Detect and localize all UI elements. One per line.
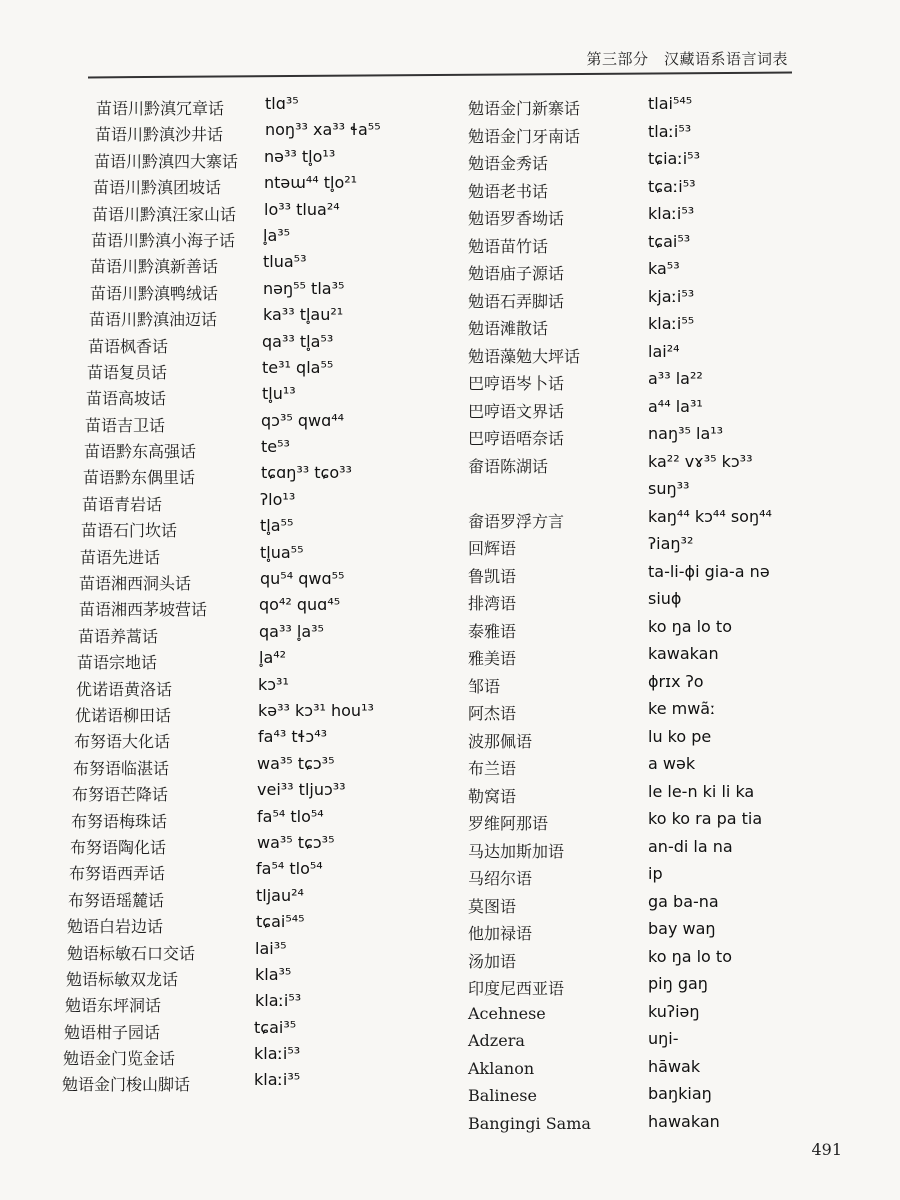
- header-rule: [88, 72, 792, 79]
- word-entry: [468, 780, 868, 808]
- word-entry: [468, 367, 868, 395]
- language-name: 鲁凯语: [468, 566, 517, 586]
- word-entry: [468, 477, 868, 505]
- word-entry: [468, 312, 868, 340]
- word-form: klaːi⁵⁵: [648, 314, 695, 333]
- word-form: tɕaːi⁵³: [648, 176, 696, 196]
- word-form: tlai⁵⁴⁵: [648, 94, 693, 113]
- word-form: tl̥ua⁵⁵: [260, 542, 304, 562]
- language-name: 苗语黔东偶里话: [83, 468, 196, 488]
- word-form: suŋ³³: [648, 479, 690, 498]
- language-name: Adzera: [468, 1031, 525, 1050]
- word-entry: [60, 382, 460, 408]
- language-name: 布努语瑶麓话: [68, 890, 165, 910]
- word-entry: [60, 409, 460, 435]
- language-name: 苗语湘西洞头话: [79, 574, 192, 594]
- word-form: a wək: [648, 754, 696, 773]
- word-form: kawakan: [648, 644, 719, 663]
- word-entry: [468, 202, 868, 230]
- word-form: bay waŋ: [648, 919, 716, 938]
- language-name: 勉语庙子源话: [468, 264, 565, 283]
- word-form: kuʔiəŋ: [648, 1001, 700, 1021]
- word-form: tɕai⁵⁴⁵: [256, 912, 305, 932]
- word-entry: [60, 1016, 460, 1042]
- language-name: 勉语苗竹话: [468, 236, 549, 256]
- word-entry: [468, 230, 868, 258]
- word-form: kə³³ kɔ³¹ hou¹³: [258, 700, 374, 720]
- language-name: 苗语石门坎话: [81, 521, 178, 541]
- word-form: te⁵³: [261, 437, 290, 457]
- word-entry: [60, 461, 460, 487]
- language-name: 汤加语: [468, 951, 517, 971]
- word-entry: [60, 620, 460, 646]
- language-name: 巴哼语文界话: [468, 401, 565, 421]
- word-entry: [468, 1110, 868, 1138]
- word-entry: [468, 1055, 868, 1083]
- word-form: qɔ³⁵ qwɑ⁴⁴: [261, 410, 345, 430]
- word-form: qa³³ l̥a³⁵: [259, 621, 324, 641]
- word-entry: [468, 257, 868, 285]
- word-form: kaŋ⁴⁴ kɔ⁴⁴ soŋ⁴⁴: [648, 506, 772, 526]
- language-name: 勉语金秀话: [468, 154, 549, 173]
- language-name: 布努语陶化话: [70, 837, 167, 857]
- word-form: kɔ³¹: [258, 674, 289, 694]
- language-name: 布努语西弄话: [69, 864, 166, 884]
- word-form: ntəɯ⁴⁴ tl̥o²¹: [264, 173, 358, 193]
- word-entry: [468, 972, 868, 1000]
- word-entry: [60, 884, 460, 910]
- language-name: 邹语: [468, 676, 501, 696]
- language-name: 苗语川黔滇小海子话: [91, 230, 236, 250]
- word-entry: [468, 1082, 868, 1110]
- word-form: ɸrɪx ʔo: [648, 671, 704, 691]
- word-entry: [468, 120, 868, 148]
- language-name: 雅美语: [468, 649, 517, 668]
- word-entry: [468, 450, 868, 478]
- word-entry: [468, 945, 868, 973]
- word-entry: [60, 250, 460, 276]
- language-name: 波那佩语: [468, 731, 533, 751]
- language-name: 畲语陈湖话: [468, 456, 549, 476]
- word-form: fa⁴³ tɬɔ⁴³: [258, 727, 328, 747]
- word-entry: [60, 330, 460, 356]
- language-name: 勉语标敏双龙话: [66, 969, 179, 989]
- word-form: tl̥a⁵⁵: [260, 516, 294, 536]
- word-form: tlɑ³⁵: [265, 94, 299, 113]
- language-name: 苗语枫香话: [88, 336, 169, 356]
- language-name: 苗语高坡话: [86, 389, 167, 409]
- word-entry: [60, 593, 460, 619]
- word-form: ka⁵³: [648, 259, 680, 278]
- word-form: vei³³ tljuɔ³³: [257, 780, 346, 800]
- language-name: 苗语川黔滇油迈话: [89, 310, 218, 330]
- word-entry: [60, 567, 460, 593]
- word-form: fa⁵⁴ tlo⁵⁴: [256, 859, 323, 879]
- language-name: 罗维阿那语: [468, 814, 549, 833]
- word-form: ko ko ra pa tia: [648, 809, 763, 828]
- word-entry: [468, 147, 868, 175]
- language-name: 回辉语: [468, 539, 517, 558]
- word-entry: [468, 917, 868, 945]
- word-form: qu⁵⁴ qwɑ⁵⁵: [260, 569, 345, 589]
- word-entry: [60, 224, 460, 250]
- word-form: tɕai³⁵: [254, 1017, 297, 1037]
- language-name: Balinese: [468, 1086, 537, 1105]
- language-name: 勉语东坪洞话: [65, 996, 162, 1016]
- word-form: lo³³ tlua²⁴: [264, 199, 340, 219]
- word-form: siuɸ: [648, 589, 682, 608]
- language-name: 莫图语: [468, 896, 517, 916]
- word-entry: [468, 505, 868, 533]
- language-name: 勉语罗香坳话: [468, 209, 565, 228]
- word-entry: [60, 725, 460, 751]
- language-name: 布努语芒降话: [72, 785, 169, 805]
- language-name: 布努语梅珠话: [71, 811, 168, 831]
- word-form: nəŋ⁵⁵ tla³⁵: [263, 278, 345, 298]
- language-name: 苗语黔东高强话: [84, 442, 197, 462]
- language-name: 印度尼西亚语: [468, 979, 565, 998]
- language-name: 苗语川黔滇新善话: [90, 257, 219, 277]
- word-entry: [60, 989, 460, 1015]
- word-form: ka³³ tl̥au²¹: [263, 305, 344, 325]
- word-entry: [468, 560, 868, 588]
- word-entry: [468, 615, 868, 643]
- word-entry: [468, 642, 868, 670]
- word-entry: [468, 175, 868, 203]
- language-name: 苗语川黔滇汪家山话: [92, 204, 237, 224]
- word-form: piŋ gaŋ: [648, 974, 708, 993]
- word-form: klaːi⁵³: [254, 1044, 301, 1064]
- word-entry: [60, 356, 460, 382]
- word-form: ga ba-na: [648, 891, 719, 911]
- language-name: 勉语藻勉大坪话: [468, 346, 581, 366]
- word-form: te³¹ qla⁵⁵: [262, 357, 334, 377]
- word-form: hawakan: [648, 1111, 720, 1131]
- language-name: 勉语金门览金话: [63, 1049, 176, 1069]
- word-entry: [468, 890, 868, 918]
- word-form: kla³⁵: [255, 964, 292, 984]
- word-entry: [60, 937, 460, 963]
- word-entry: [468, 697, 868, 725]
- language-name: 勉语柑子园话: [64, 1022, 161, 1042]
- word-form: lu ko pe: [648, 726, 712, 746]
- page-number: 491: [811, 1140, 842, 1159]
- word-form: ko ŋa lo to: [648, 946, 732, 966]
- language-name: 马绍尔语: [468, 869, 533, 888]
- language-name: 阿杰语: [468, 704, 517, 723]
- word-entry: [468, 835, 868, 863]
- word-form: l̥a³⁵: [263, 225, 291, 245]
- word-entry: [60, 277, 460, 303]
- word-form: tɕiaːi⁵³: [648, 149, 700, 168]
- word-entry: [468, 752, 868, 780]
- word-entry: [60, 303, 460, 329]
- language-name: 勉语石弄脚话: [468, 291, 565, 311]
- language-name: 苗语川黔滇团坡话: [93, 178, 222, 198]
- word-form: tɕai⁵³: [648, 231, 691, 251]
- word-form: a³³ la²²: [648, 369, 703, 388]
- word-entry: [468, 422, 868, 450]
- word-form: tlaːi⁵³: [648, 121, 692, 141]
- word-entry: [60, 778, 460, 804]
- word-form: klaːi³⁵: [254, 1070, 301, 1090]
- language-name: 苗语青岩话: [82, 494, 163, 514]
- word-entry: [60, 1042, 460, 1068]
- word-entry: [60, 488, 460, 514]
- word-form: tlua⁵³: [263, 252, 307, 272]
- word-entry: [468, 1000, 868, 1028]
- word-entry: [60, 92, 460, 118]
- word-entry: [60, 673, 460, 699]
- word-form: klaːi⁵³: [648, 204, 695, 223]
- language-name: 勉语白岩边话: [67, 917, 164, 937]
- word-entry: [468, 862, 868, 890]
- right-column: [468, 92, 868, 1137]
- word-form: qa³³ tl̥a⁵³: [262, 331, 334, 351]
- language-name: 苗语宗地话: [77, 653, 158, 673]
- word-form: ta-li-ɸi gia-a nə: [648, 561, 770, 581]
- word-entry: [60, 646, 460, 672]
- word-form: a⁴⁴ la³¹: [648, 396, 703, 416]
- word-entry: [468, 670, 868, 698]
- word-form: ka²² vɤ³⁵ kɔ³³: [648, 451, 753, 471]
- word-entry: [60, 1068, 460, 1094]
- word-entry: [60, 514, 460, 540]
- word-entry: [60, 171, 460, 197]
- language-name: 勉语金门梭山脚话: [62, 1075, 191, 1095]
- language-name: 泰雅语: [468, 621, 517, 641]
- word-form: kjaːi⁵³: [648, 286, 695, 306]
- word-entry: [60, 752, 460, 778]
- word-form: lai²⁴: [648, 341, 680, 361]
- language-name: 苗语湘西茅坡营话: [79, 600, 208, 620]
- language-name: 苗语川黔滇冗章话: [96, 99, 225, 118]
- word-entry: [468, 340, 868, 368]
- word-form: wa³⁵ tɕɔ³⁵: [257, 753, 335, 773]
- language-name: 勉语标敏石口交话: [67, 943, 196, 963]
- language-name: 苗语先进话: [80, 547, 161, 567]
- language-name: 马达加斯加语: [468, 841, 565, 861]
- word-entry: [60, 435, 460, 461]
- word-form: tl̥u¹³: [262, 384, 296, 404]
- word-form: tɕɑŋ³³ tɕo³³: [261, 463, 352, 483]
- word-entry: [60, 118, 460, 144]
- language-name: 苗语川黔滇鸭绒话: [90, 283, 219, 303]
- word-form: uŋi-: [648, 1029, 679, 1048]
- language-name: 优诺语柳田话: [75, 705, 172, 725]
- word-entry: [60, 699, 460, 725]
- language-name: 苗语复员话: [87, 362, 168, 382]
- word-entry: [60, 145, 460, 171]
- word-entry: [60, 541, 460, 567]
- language-name: 勉语滩散话: [468, 319, 549, 338]
- word-entry: [468, 725, 868, 753]
- running-header: [0, 38, 900, 78]
- language-name: 苗语养蒿话: [78, 626, 159, 646]
- word-form: naŋ³⁵ la¹³: [648, 424, 724, 443]
- word-form: klaːi⁵³: [255, 991, 302, 1011]
- word-entry: [468, 587, 868, 615]
- word-form: ʔlo¹³: [260, 489, 296, 509]
- language-name: 苗语吉卫话: [85, 415, 166, 435]
- language-name: 优诺语黄洛话: [76, 679, 173, 699]
- word-form: ip: [648, 864, 663, 883]
- left-column: [60, 92, 460, 1095]
- language-name: Acehnese: [468, 1003, 546, 1023]
- language-name: 勉语金门牙南话: [468, 126, 581, 146]
- word-entry: [60, 831, 460, 857]
- word-entry: [60, 963, 460, 989]
- word-form: le le-n ki li ka: [648, 781, 755, 801]
- word-form: baŋkiaŋ: [648, 1084, 712, 1103]
- word-entry: [468, 1027, 868, 1055]
- language-name: 苗语川黔滇四大寨话: [94, 151, 239, 171]
- word-entry: [468, 532, 868, 560]
- language-name: 巴哼语唔奈话: [468, 429, 565, 448]
- word-form: ko ŋa lo to: [648, 616, 732, 636]
- word-form: ʔiaŋ³²: [648, 534, 694, 553]
- language-name: 勉语老书话: [468, 181, 549, 201]
- language-name: 苗语川黔滇沙井话: [95, 125, 224, 145]
- word-form: qo⁴² quɑ⁴⁵: [259, 595, 341, 615]
- language-name: Bangingi Sama: [468, 1113, 591, 1133]
- word-entry: [468, 395, 868, 423]
- word-form: fa⁵⁴ tlo⁵⁴: [257, 806, 324, 826]
- word-form: an-di la na: [648, 836, 733, 856]
- language-name: 排湾语: [468, 594, 517, 613]
- language-name: 勒窝语: [468, 786, 517, 806]
- language-name: 布努语大化话: [74, 732, 171, 752]
- word-entry: [468, 807, 868, 835]
- language-name: 他加禄语: [468, 924, 533, 943]
- word-entry: [468, 92, 868, 120]
- word-form: lai³⁵: [255, 938, 287, 958]
- language-name: 布努语临湛话: [73, 758, 170, 778]
- word-entry: [60, 857, 460, 883]
- word-form: wa³⁵ tɕɔ³⁵: [257, 832, 335, 852]
- language-name: 巴哼语岑卜话: [468, 374, 565, 393]
- word-form: noŋ³³ xa³³ ɬa⁵⁵: [265, 120, 381, 140]
- section-title: 第三部分 汉藏语系语言词表: [586, 50, 788, 68]
- language-name: 勉语金门新寨话: [468, 99, 581, 118]
- word-form: hāwak: [648, 1056, 701, 1076]
- word-entry: [60, 198, 460, 224]
- word-entry: [60, 805, 460, 831]
- word-form: ke mwãː: [648, 699, 716, 718]
- language-name: 畲语罗浮方言: [468, 511, 565, 531]
- language-name: 布兰语: [468, 759, 517, 778]
- word-entry: [468, 285, 868, 313]
- word-form: l̥a⁴²: [259, 648, 287, 668]
- language-name: Aklanon: [468, 1058, 535, 1078]
- word-form: nə³³ tl̥o¹³: [264, 146, 336, 166]
- word-form: tljau²⁴: [256, 885, 304, 905]
- word-entry: [60, 910, 460, 936]
